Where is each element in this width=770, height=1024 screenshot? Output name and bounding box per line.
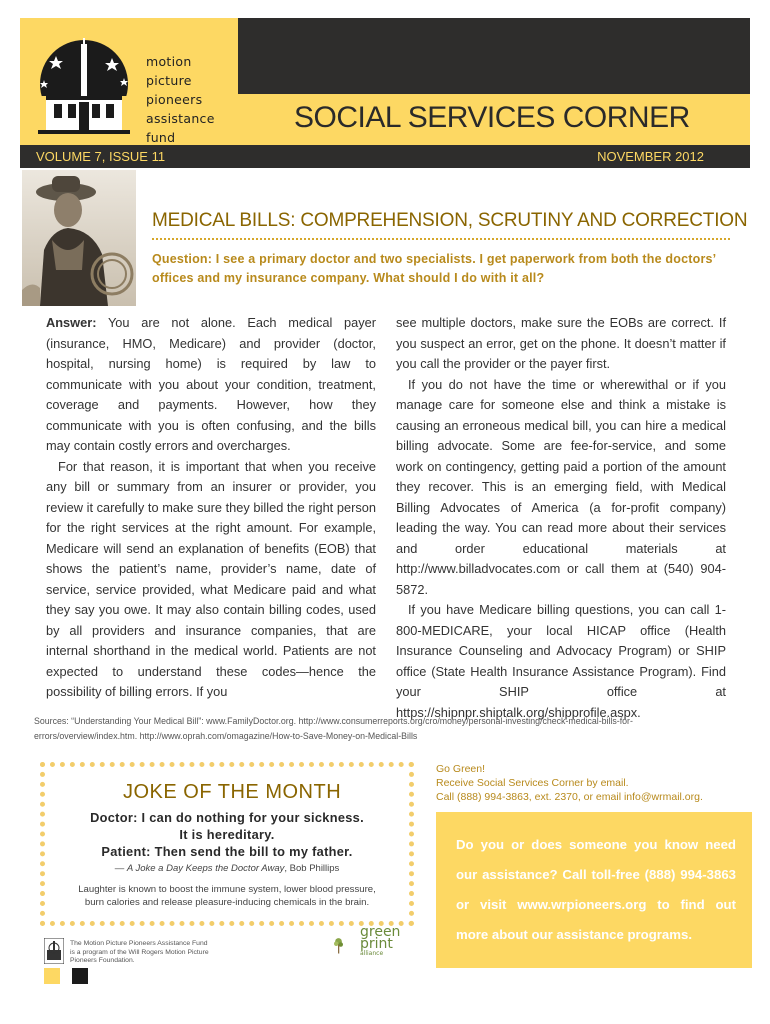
black-square [72,968,88,984]
joke-text [45,809,409,860]
joke-note-line: burn calories and release pleasure-inducing chemicals in the brain. [84,897,370,908]
joke-note [45,883,409,909]
cite-prefix: — [114,863,127,874]
go-green-notice [436,762,703,804]
go-green-heading: Go Green! [436,763,486,775]
issue-bar [20,145,750,168]
logo-line: motion picture [146,54,192,88]
yellow-square [44,968,60,984]
joke-box [40,762,414,926]
greenprint-word: print [360,936,393,952]
footer-line: Pioneers Foundation. [70,957,135,964]
article-column-right [396,313,726,723]
tree-logo-icon [334,922,358,970]
joke-citation [45,863,409,874]
answer-paragraph-2: For that reason, it is important that when you receive any bill or summary from an insurer or provider, you review it carefully to make sure they billed the right person for the right services at the right amount. For example, Medicare will send an explanation of benefits (EOB) that shows the patient’s name, provider’s name, date of service, service provided, what Medicare paid and what they say you owe. It may also contain billing codes, used by all providers and insurance companies, that are internal shorthand in the medical world. Patients are not expected to understand these codes—hence the possibility of billing errors. If you [46,458,376,699]
fund-seal-icon [44,938,64,964]
answer-paragraph [46,313,376,457]
joke-title: JOKE OF THE MONTH [123,781,342,803]
go-green-line: Receive Social Services Corner by email. [436,777,629,789]
cowboy-photo [22,170,136,306]
logo-line: pioneers [146,92,203,107]
joke-line: Doctor: I can do nothing for your sickness. [90,810,364,825]
logo-panel [20,18,238,145]
logo-line: fund [146,130,176,145]
page-title: SOCIAL SERVICES CORNER [294,101,690,134]
title-divider [152,238,730,240]
logo-line: assistance [146,111,215,126]
right-paragraph-3: If you have Medicare billing questions, you can call 1-800-MEDICARE, your local HICAP office (Health Insurance Counseling and Advocacy Program) or SHIP office (State Health Insurance Assistance Program). Find your SHIP office at https://shipnpr.shiptalk.org/shipprofile.aspx. [396,602,726,720]
assistance-callout [436,812,752,968]
article-question: Question: I see a primary doctor and two specialists. I get paperwork from both the doctors’ offices and my insurance company. What should I do with it all? [152,252,716,285]
joke-line: Patient: Then send the bill to my father. [101,844,353,859]
go-green-contact: Call (888) 994-3863, ext. 2370, or email info@wrmail.org. [436,791,703,803]
title-panel [238,18,750,145]
right-paragraph-2: If you do not have the time or wherewithal or if you manage care for someone else and think a mistake is causing an erroneous medical bill, you can hire a medical billing advocate. Some are fee-for-service, and some work on contingency, getting paid a portion of the amount they recover. This is an emerging field, with Medical Billing Advocates of America (a for-profit company) leading the way. You can read more about their services and order educational materials at http://www.billadvocates.com or call them at (540) 904-5872. [396,376,726,597]
answer-label: Answer: [46,315,97,330]
joke-note-line: Laughter is known to boost the immune system, lower blood pressure, [78,884,376,895]
joke-line: It is hereditary. [179,827,275,842]
right-paragraph-1: see multiple doctors, make sure the EOBs are correct. If you suspect an error, get on the phone. It doesn’t matter if you call the provider or the payer first. [396,315,726,371]
theater-logo-icon [32,36,136,138]
volume-label: VOLUME 7, ISSUE 11 [36,149,166,164]
footer-line: is a program of the Will Rogers Motion Picture [70,948,209,956]
greenprint-word: green [360,924,401,940]
greenprint-logo [360,926,400,958]
cite-author: , Bob Phillips [284,863,340,874]
answer-text: You are not alone. Each medical payer (insurance, HMO, Medicare) and provider (doctor, hospital, nursing home) is required by law to communicate with you about your condition, treatment, coverage and payments. However, how they communicate with you is often confusing, and the bills may contain costly errors and overcharges. [46,315,376,453]
cite-title: A Joke a Day Keeps the Doctor Away [126,863,285,874]
assistance-text: Do you or does someone you know need our assistance? Call toll-free (888) 994-3863 or visit www.wrpioneers.org to find out more about our assistance programs. [456,837,736,942]
issue-date: NOVEMBER 2012 [597,149,704,164]
article-column-left [46,313,376,703]
article-sources: Sources: “Understanding Your Medical Bill”: www.FamilyDoctor.org. http://www.consumerreports.org/cro/money/personal-investing/check-medical-bills-for-errors/overview/index.htm. http://www.oprah.com/omagazine/How-to-Save-Money-on-Medical-Bills [34,716,633,741]
logo-text [146,52,238,147]
footer-credit [70,940,209,966]
article-title: MEDICAL BILLS: COMPREHENSION, SCRUTINY AND CORRECTION [152,210,748,231]
footer-line: The Motion Picture Pioneers Assistance Fund [70,940,208,947]
greenprint-tagline: alliance [360,950,384,957]
